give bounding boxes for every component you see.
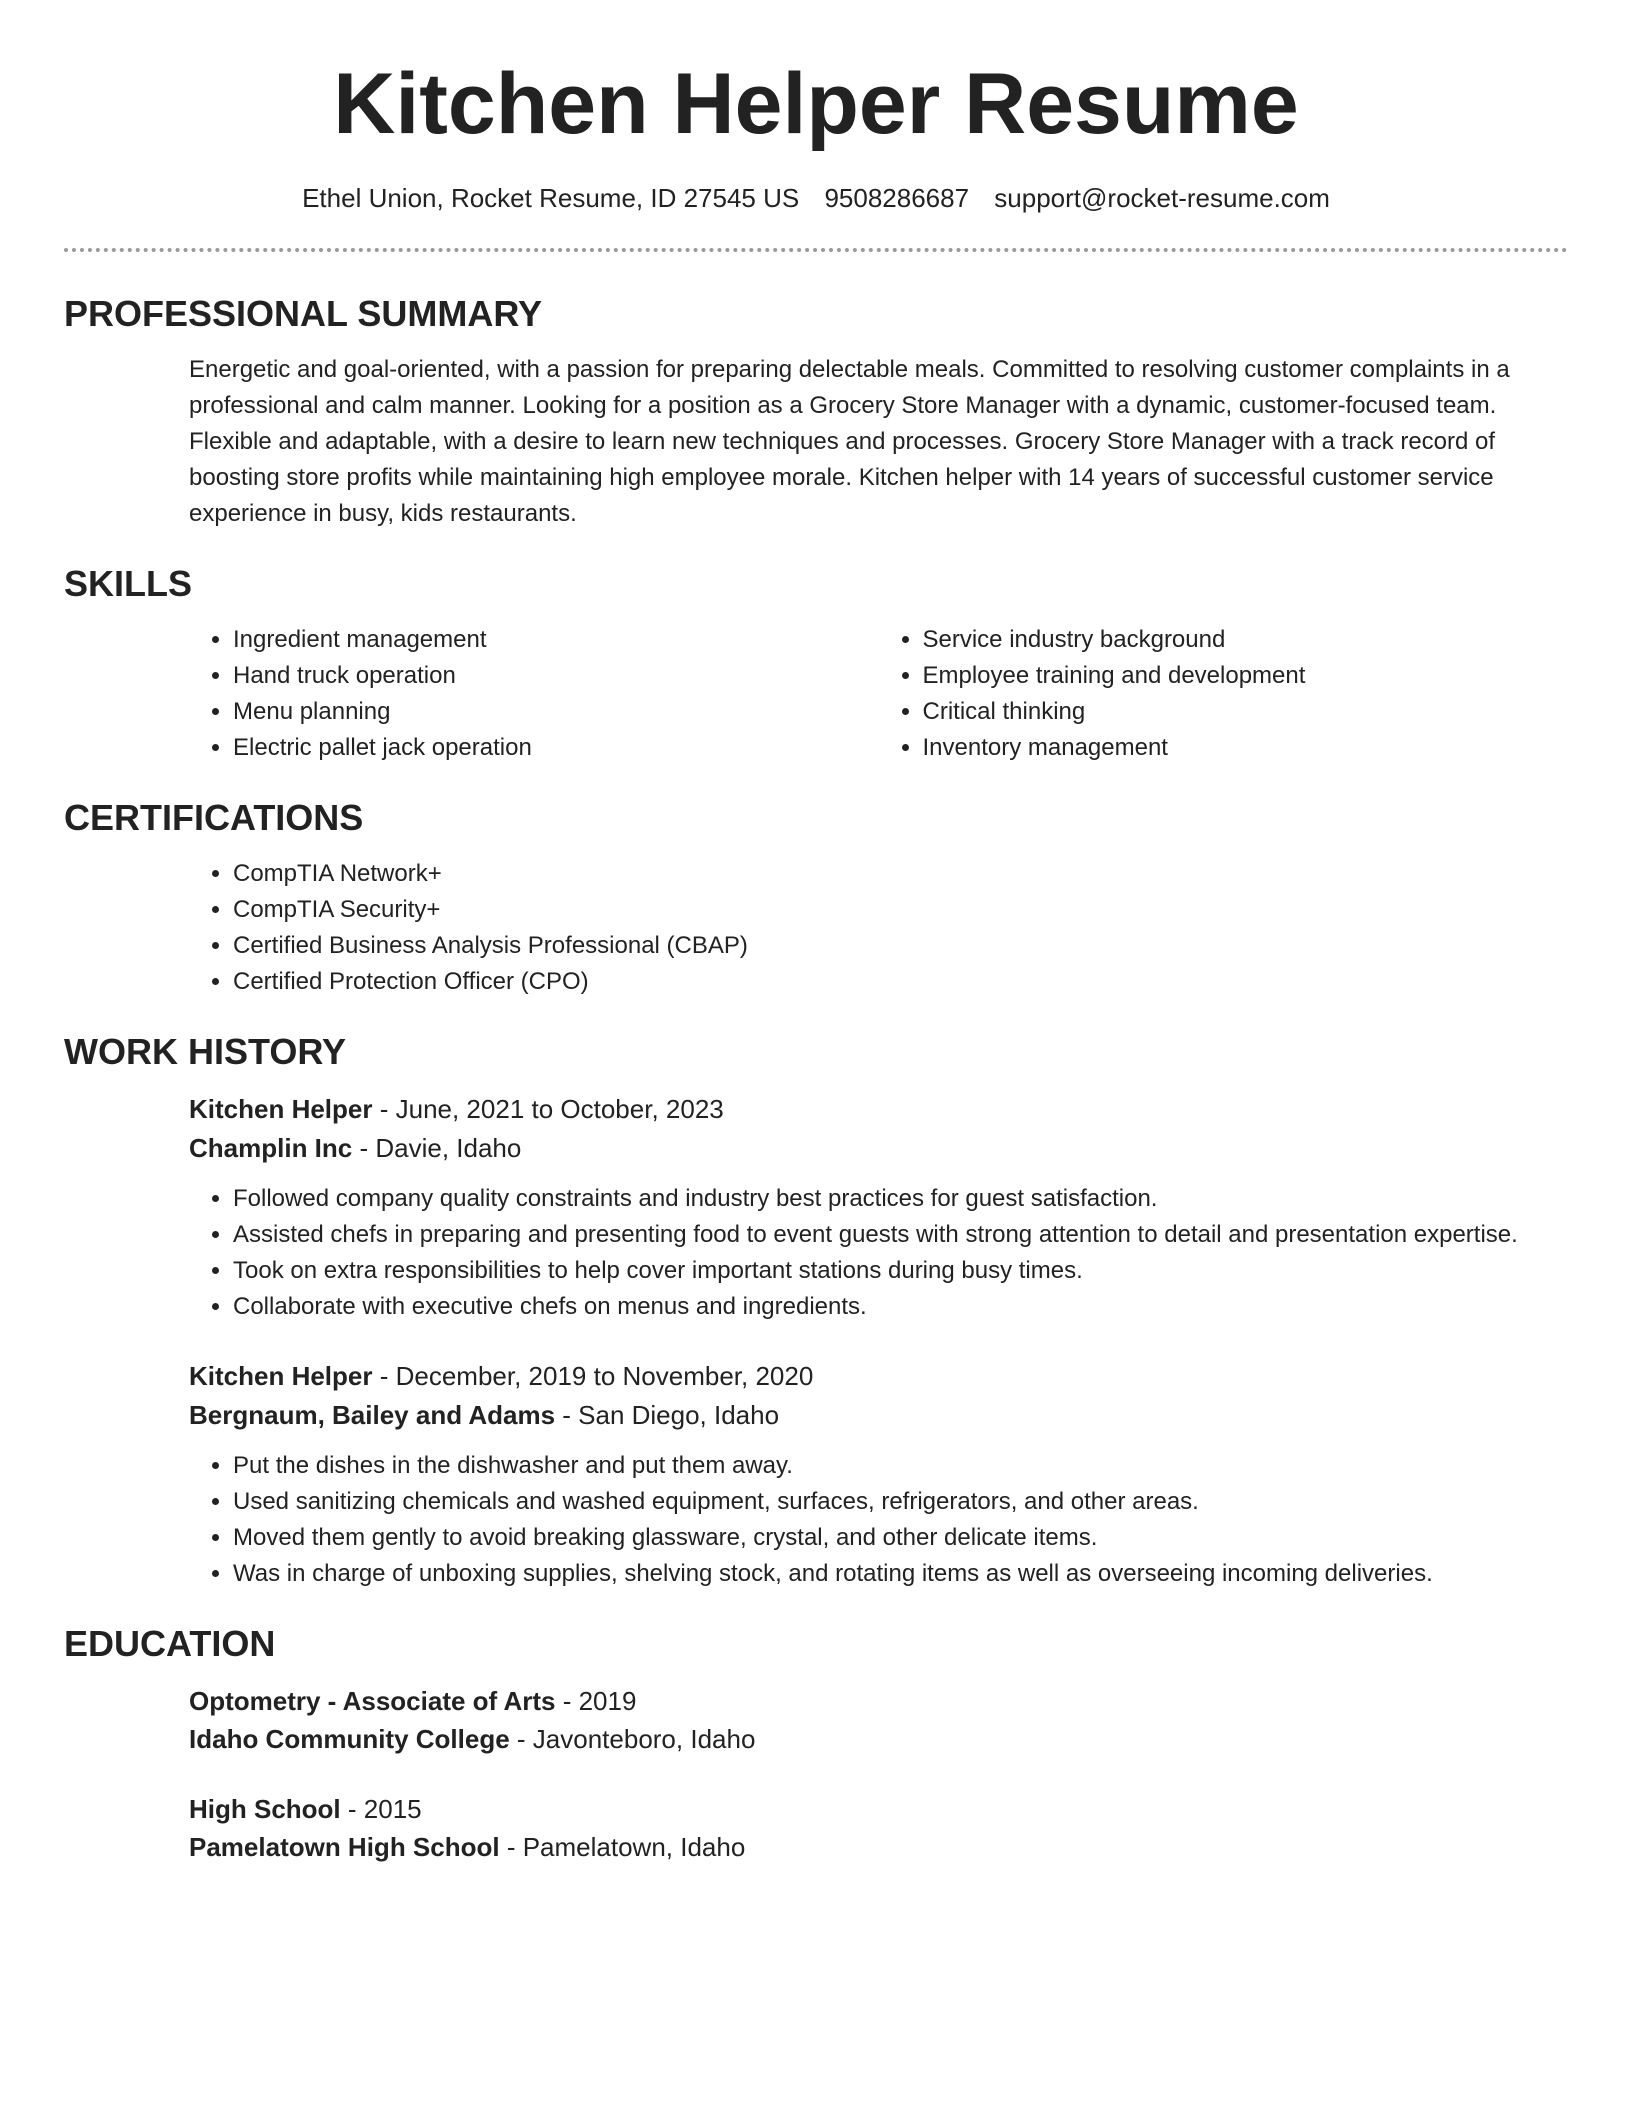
job-company-line: [189, 1129, 1568, 1168]
skill-item: • Critical thinking: [923, 694, 1569, 730]
summary-section: [64, 292, 1568, 532]
job-title-line: [189, 1357, 1568, 1396]
summary-heading: PROFESSIONAL SUMMARY: [64, 293, 543, 334]
education-entry: [189, 1790, 1568, 1866]
contact-line: [64, 182, 1568, 214]
job-duty: • Put the dishes in the dishwasher and put them away.: [233, 1448, 1568, 1484]
skills-list-right: [879, 622, 1569, 766]
job-title: Kitchen Helper: [189, 1361, 373, 1391]
contact-phone: 9508286687: [824, 183, 970, 213]
job-duty: • Was in charge of unboxing supplies, shelving stock, and rotating items as well as overseeing incoming deliveries.: [233, 1556, 1568, 1592]
contact-email: support@rocket-resume.com: [994, 183, 1330, 213]
skill-item: • Menu planning: [233, 694, 879, 730]
certifications-body: [64, 856, 1568, 1000]
job-duty: • Collaborate with executive chefs on menus and ingredients.: [233, 1289, 1568, 1325]
job-duty: • Assisted chefs in preparing and presenting food to event guests with strong attention to detail and presentation expertise.: [233, 1217, 1568, 1253]
education-heading: EDUCATION: [64, 1623, 276, 1664]
skill-item: • Inventory management: [923, 730, 1569, 766]
skills-heading: SKILLS: [64, 563, 193, 604]
resume-title: Kitchen Helper Resume: [333, 56, 1299, 152]
job-title: Kitchen Helper: [189, 1094, 373, 1124]
job-duties-list: [189, 1448, 1568, 1592]
summary-body: [64, 352, 1568, 532]
skills-section: [64, 562, 1568, 766]
job-company-line: [189, 1396, 1568, 1435]
education-location: - Pamelatown, Idaho: [499, 1832, 746, 1862]
education-degree: Optometry - Associate of Arts: [189, 1686, 556, 1716]
job-entry: [189, 1090, 1568, 1325]
skill-item: • Electric pallet jack operation: [233, 730, 879, 766]
education-degree-line: [189, 1682, 1568, 1720]
skill-item: • Ingredient management: [233, 622, 879, 658]
skill-item: • Employee training and development: [923, 658, 1569, 694]
certifications-section: [64, 796, 1568, 1000]
education-section: [64, 1622, 1568, 1866]
job-duty: • Used sanitizing chemicals and washed equipment, surfaces, refrigerators, and other areas.: [233, 1484, 1568, 1520]
education-school-line: [189, 1828, 1568, 1866]
summary-text: Energetic and goal-oriented, with a passion for preparing delectable meals. Committed to resolving customer complaints in a professional and calm manner. Looking for a position as a Grocery Store Manager with a dynamic, customer-focused team. Flexible and adaptable, with a desire to learn new techniques and processes. Grocery Store Manager with a track record of boosting store profits while maintaining high employee morale. Kitchen helper with 14 years of successful customer service experience in busy, kids restaurants.: [189, 356, 1510, 527]
job-duty: • Moved them gently to avoid breaking glassware, crystal, and other delicate items.: [233, 1520, 1568, 1556]
job-duty: • Took on extra responsibilities to help cover important stations during busy times.: [233, 1253, 1568, 1289]
job-duties-list: [189, 1181, 1568, 1325]
education-degree: High School: [189, 1794, 341, 1824]
education-body: [64, 1682, 1568, 1866]
education-degree-line: [189, 1790, 1568, 1828]
education-school: Idaho Community College: [189, 1724, 510, 1754]
skill-item: • Hand truck operation: [233, 658, 879, 694]
certification-item: • CompTIA Security+: [233, 892, 1568, 928]
education-location: - Javonteboro, Idaho: [509, 1724, 756, 1754]
certifications-list: [189, 856, 1568, 1000]
certification-item: • CompTIA Network+: [233, 856, 1568, 892]
work-history-section: [64, 1030, 1568, 1592]
job-dates: - December, 2019 to November, 2020: [372, 1361, 814, 1391]
skills-list-left: [189, 622, 879, 766]
education-school: Pamelatown High School: [189, 1832, 500, 1862]
contact-address: Ethel Union, Rocket Resume, ID 27545 US: [302, 183, 800, 213]
job-entry: [189, 1357, 1568, 1592]
job-title-line: [189, 1090, 1568, 1129]
job-company: Champlin Inc: [189, 1133, 353, 1163]
certification-item: • Certified Business Analysis Professional (CBAP): [233, 928, 1568, 964]
job-duty: • Followed company quality constraints and industry best practices for guest satisfaction.: [233, 1181, 1568, 1217]
work-history-heading: WORK HISTORY: [64, 1031, 347, 1072]
certification-item: • Certified Protection Officer (CPO): [233, 964, 1568, 1000]
education-year: - 2019: [555, 1686, 637, 1716]
work-history-body: [64, 1090, 1568, 1592]
education-school-line: [189, 1720, 1568, 1758]
skills-grid: [64, 622, 1568, 766]
job-company: Bergnaum, Bailey and Adams: [189, 1400, 556, 1430]
header-divider: [64, 248, 1568, 252]
job-location: - San Diego, Idaho: [555, 1400, 780, 1430]
certifications-heading: CERTIFICATIONS: [64, 797, 364, 838]
job-location: - Davie, Idaho: [352, 1133, 522, 1163]
skill-item: • Service industry background: [923, 622, 1569, 658]
job-dates: - June, 2021 to October, 2023: [372, 1094, 724, 1124]
education-year: - 2015: [340, 1794, 422, 1824]
education-entry: [189, 1682, 1568, 1758]
